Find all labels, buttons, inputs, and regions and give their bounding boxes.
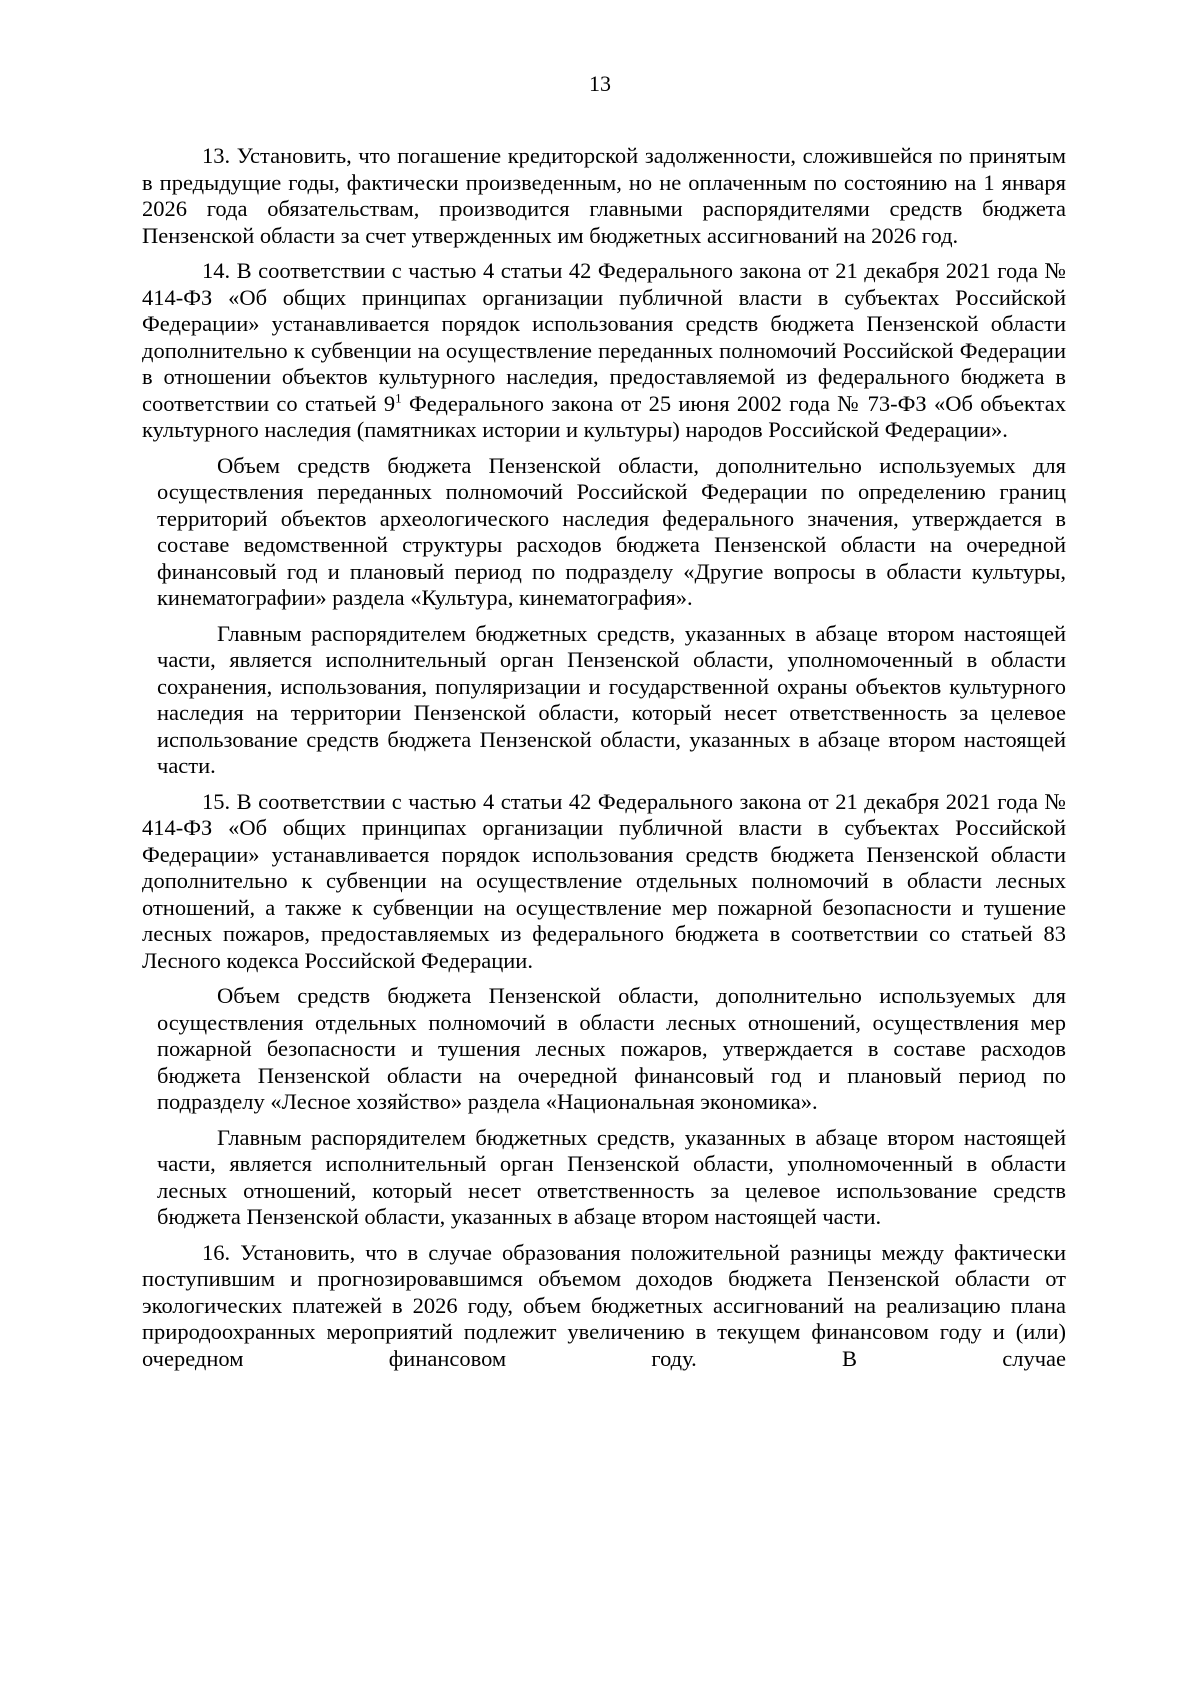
paragraph-14-volume: Объем средств бюджета Пензенской области, дополнительно используемых для осуществления переданных полномочий Российской Федерации по определению границ территорий объектов археологического наследия федерального значения, утверждается в составе ведомственной структуры расходов бюджета Пензенской области на очередной финансовый год и плановый период по подразделу «Другие вопросы в области культуры, кинематографии» раздела «Культура, кинематография». [157, 452, 1066, 610]
paragraph-14-text-start: 14. В соответствии с частью 4 статьи 42 Федерального закона от 21 декабря 2021 года № 414-ФЗ «Об общих принципах организации публичной власти в субъектах Российской Федерации» устанавливается порядок использования средств бюджета Пензенской области дополнительно к субвенции на осуществление переданных полномочий Российской Федерации в отношении объектов культурного наследия, предоставляемой из федерального бюджета в соответствии со статьей 9 [142, 258, 1066, 416]
paragraph-15-volume: Объем средств бюджета Пензенской области, дополнительно используемых для осуществления отдельных полномочий в области лесных отношений, осуществления мер пожарной безопасности и тушения лесных пожаров, утверждается в составе расходов бюджета Пензенской области на очередной финансовый год и плановый период по подразделу «Лесное хозяйство» раздела «Национальная экономика». [157, 983, 1066, 1114]
document-body [142, 143, 1066, 1381]
paragraph-15-administrator: Главным распорядителем бюджетных средств, указанных в абзаце втором настоящей части, является исполнительный орган Пензенской области, уполномоченный в области лесных отношений, который несет ответственность за целевое использование средств бюджета Пензенской области, указанных в абзаце втором настоящей части. [157, 1124, 1066, 1229]
paragraph-14-text-end: Федерального закона от 25 июня 2002 года № 73-ФЗ «Об объектах культурного наследия (памятниках истории и культуры) народов Российской Федерации». [142, 390, 1066, 442]
paragraph-14-administrator: Главным распорядителем бюджетных средств, указанных в абзаце втором настоящей части, является исполнительный орган Пензенской области, уполномоченный в области сохранения, использования, популяризации и государственной охраны объектов культурного наследия на территории Пензенской области, который несет ответственность за целевое использование средств бюджета Пензенской области, указанных в абзаце втором настоящей части. [157, 620, 1066, 778]
page-number: 13 [589, 71, 611, 96]
paragraph-14 [142, 258, 1066, 444]
paragraph-15: 15. В соответствии с частью 4 статьи 42 Федерального закона от 21 декабря 2021 года № 414-ФЗ «Об общих принципах организации публичной власти в субъектах Российской Федерации» устанавливается порядок использования средств бюджета Пензенской области дополнительно к субвенции на осуществление отдельных полномочий в области лесных отношений, а также к субвенции на осуществление мер пожарной безопасности и тушение лесных пожаров, предоставляемых из федерального бюджета в соответствии со статьей 83 Лесного кодекса Российской Федерации. [142, 788, 1066, 973]
article-superscript: 1 [395, 390, 402, 405]
paragraph-13: 13. Установить, что погашение кредиторской задолженности, сложившейся по принятым в предыдущие годы, фактически произведенным, но не оплаченным по состоянию на 1 января 2026 года обязательствам, производится главными распорядителями средств бюджета Пензенской области за счет утвержденных им бюджетных ассигнований на 2026 год. [142, 143, 1066, 248]
paragraph-16: 16. Установить, что в случае образования положительной разницы между фактически поступившим и прогнозировавшимся объемом доходов бюджета Пензенской области от экологических платежей в 2026 году, объем бюджетных ассигнований на реализацию плана природоохранных мероприятий подлежит увеличению в текущем финансовом году и (или) очередном финансовом году. В случае [142, 1239, 1066, 1371]
